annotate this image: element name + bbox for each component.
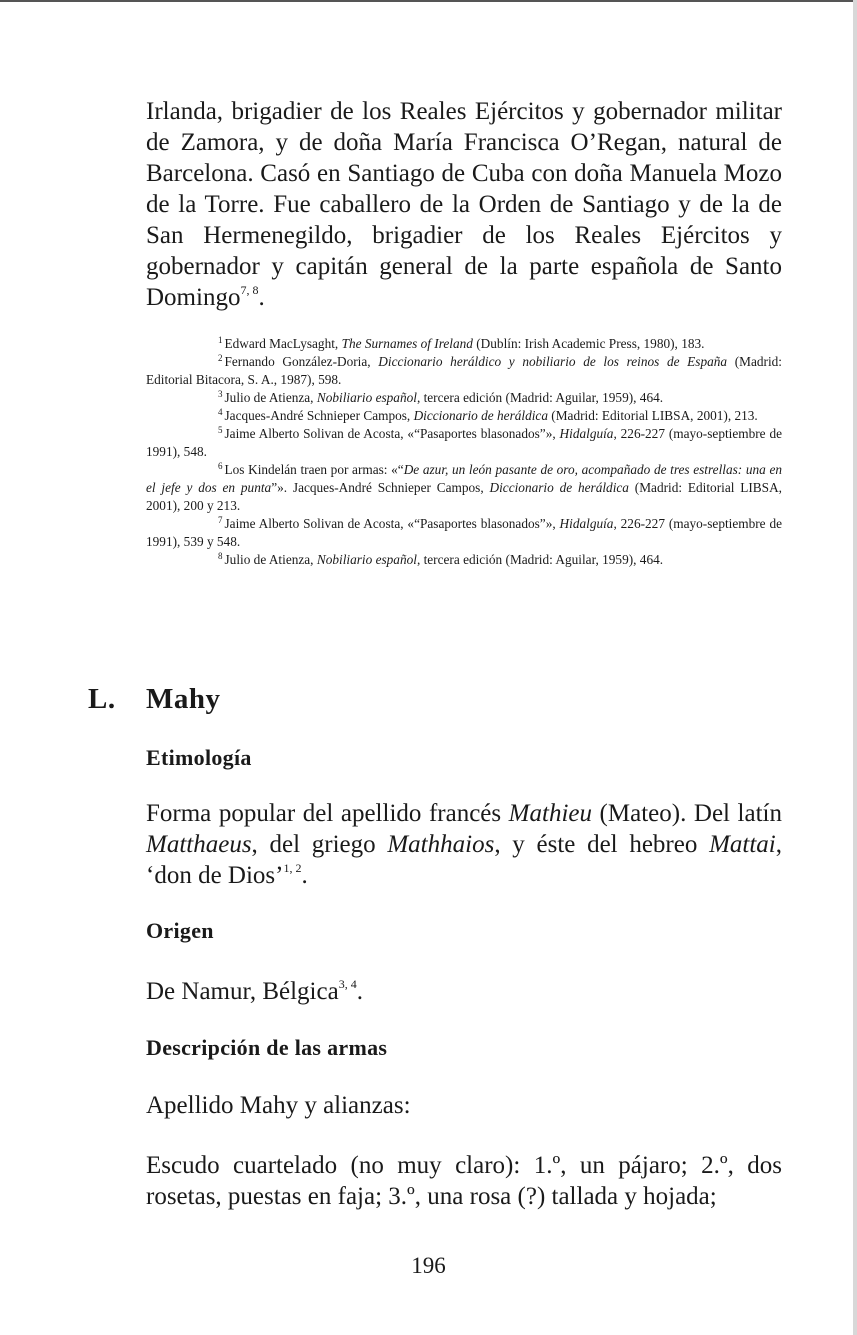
- footnote-title: Diccionario de heráldica: [413, 408, 548, 423]
- footnotes: [146, 335, 782, 569]
- footnote-text: Julio de Atienza,: [224, 390, 317, 405]
- etimologia-paragraph-block: [146, 798, 782, 891]
- footnote: [146, 389, 782, 407]
- footnote-number: 6: [218, 461, 223, 471]
- footnote-text: (Madrid: Editorial LIBSA, 2001), 213.: [547, 408, 758, 423]
- text-run: , y éste del hebreo: [494, 831, 710, 858]
- section-letter: L.: [88, 683, 116, 715]
- intro-note-refs: 7, 8: [240, 283, 259, 297]
- descripcion-p2-block: [146, 1150, 782, 1212]
- page-body: [146, 96, 782, 569]
- page-number: 196: [411, 1253, 446, 1278]
- italic-term: Matthaeus: [146, 831, 252, 858]
- footnote-text: (Madrid: Editorial Bitacora, S. A., 1987), 598.: [146, 354, 782, 387]
- footnote-text: , tercera edición (Madrid: Aguilar, 1959), 464.: [416, 390, 664, 405]
- footnote-title: Diccionario de heráldica: [489, 480, 629, 495]
- footnote-title: The Surnames of Ireland: [341, 336, 473, 351]
- page-edge: [853, 0, 857, 1335]
- etimologia-paragraph: [146, 798, 782, 891]
- descripcion-block: [146, 1035, 782, 1061]
- footnote-blazon: De azur, un león pasante de oro, acompañado de tres estrellas: una en el jefe y dos en punta: [146, 462, 782, 495]
- footnote-text: Jacques-André Schnieper Campos,: [224, 408, 414, 423]
- footnote-text: (Dublín: Irish Academic Press, 1980), 183.: [472, 336, 705, 351]
- italic-term: Mathieu: [508, 800, 592, 827]
- footnote-number: 1: [218, 335, 223, 345]
- footnote-text: ”». Jacques-André Schnieper Campos,: [271, 480, 490, 495]
- footnote-number: 7: [218, 515, 223, 525]
- text-run: (Mateo). Del latín: [592, 800, 782, 827]
- note-refs: 1, 2: [283, 861, 302, 875]
- footnote-number: 8: [218, 551, 223, 561]
- footnote-text: Jaime Alberto Solivan de Acosta, «“Pasaportes blasonados”»,: [224, 426, 560, 441]
- intro-paragraph: [146, 96, 782, 313]
- footnote: [146, 515, 782, 551]
- footnote-title: Nobiliario español: [316, 552, 417, 567]
- text-run: , ‘don de Dios’: [146, 831, 782, 889]
- top-rule: [0, 0, 857, 2]
- footnote-number: 5: [218, 425, 223, 435]
- footnote-text: Los Kindelán traen por armas: «“: [224, 462, 404, 477]
- footnote: [146, 461, 782, 515]
- footnote-text: , 226-227 (mayo-septiembre de 1991), 539 y 548.: [146, 516, 782, 549]
- descripcion-paragraph: Apellido Mahy y alianzas:: [146, 1092, 411, 1119]
- origen-heading: Origen: [146, 918, 214, 943]
- footnote-number: 2: [218, 353, 223, 363]
- footnote-title: Hidalguía: [559, 516, 614, 531]
- text-run: Forma popular del apellido francés: [146, 800, 509, 827]
- text-run: De Namur, Bélgica: [146, 978, 339, 1005]
- footnote-text: Fernando González-Doria,: [224, 354, 379, 369]
- footnote-title: Hidalguía: [559, 426, 614, 441]
- footnote-text: , tercera edición (Madrid: Aguilar, 1959), 464.: [416, 552, 664, 567]
- italic-term: Mathhaios: [387, 831, 495, 858]
- footnote-number: 3: [218, 389, 223, 399]
- footnote-title: Diccionario heráldico y nobiliario de los reinos de España: [378, 354, 728, 369]
- footnote-title: Nobiliario español: [316, 390, 417, 405]
- italic-term: Mattai: [709, 831, 776, 858]
- origen-paragraph: [146, 976, 782, 1007]
- descripcion-heading: Descripción de las armas: [146, 1035, 388, 1060]
- text-run: , del griego: [251, 831, 388, 858]
- footnote-text: Jaime Alberto Solivan de Acosta, «“Pasaportes blasonados”»,: [224, 516, 560, 531]
- text-run: .: [301, 862, 308, 889]
- section-heading: [88, 683, 221, 716]
- section-title: Mahy: [146, 683, 221, 715]
- origen-paragraph-block: [146, 976, 782, 1007]
- footnote: [146, 407, 782, 425]
- footnote-text: , 226-227 (mayo-septiembre de 1991), 548.: [146, 426, 782, 459]
- text-run: .: [356, 978, 363, 1005]
- footnote-text: Julio de Atienza,: [224, 552, 317, 567]
- footnote: [146, 353, 782, 389]
- descripcion-paragraph: Escudo cuartelado (no muy claro): 1.º, un pájaro; 2.º, dos rosetas, puestas en faja; 3.º, una rosa (?) tallada y hojada;: [146, 1152, 782, 1210]
- footnote-text: (Madrid: Editorial LIBSA, 2001), 200 y 213.: [146, 480, 782, 513]
- etimologia-block: [146, 745, 782, 771]
- note-refs: 3, 4: [338, 977, 357, 991]
- descripcion-p1-block: [146, 1090, 782, 1121]
- intro-end: .: [258, 284, 265, 311]
- etimologia-heading: Etimología: [146, 745, 252, 770]
- intro-text: Irlanda, brigadier de los Reales Ejércitos y gobernador militar de Zamora, y de doña María Francisca O’Regan, natural de Barcelona. Casó en Santiago de Cuba con doña Manuela Mozo de la Torre. Fue caballero de la Orden de Santiago y de la de San Hermenegildo, brigadier de los Reales Ejércitos y gobernador y capitán general de la parte española de Santo Domingo: [146, 98, 782, 311]
- footnote: [146, 551, 782, 569]
- footnote: [146, 335, 782, 353]
- origen-block: [146, 918, 782, 944]
- footnote: [146, 425, 782, 461]
- footnote-text: Edward MacLysaght,: [224, 336, 342, 351]
- footnote-number: 4: [218, 407, 223, 417]
